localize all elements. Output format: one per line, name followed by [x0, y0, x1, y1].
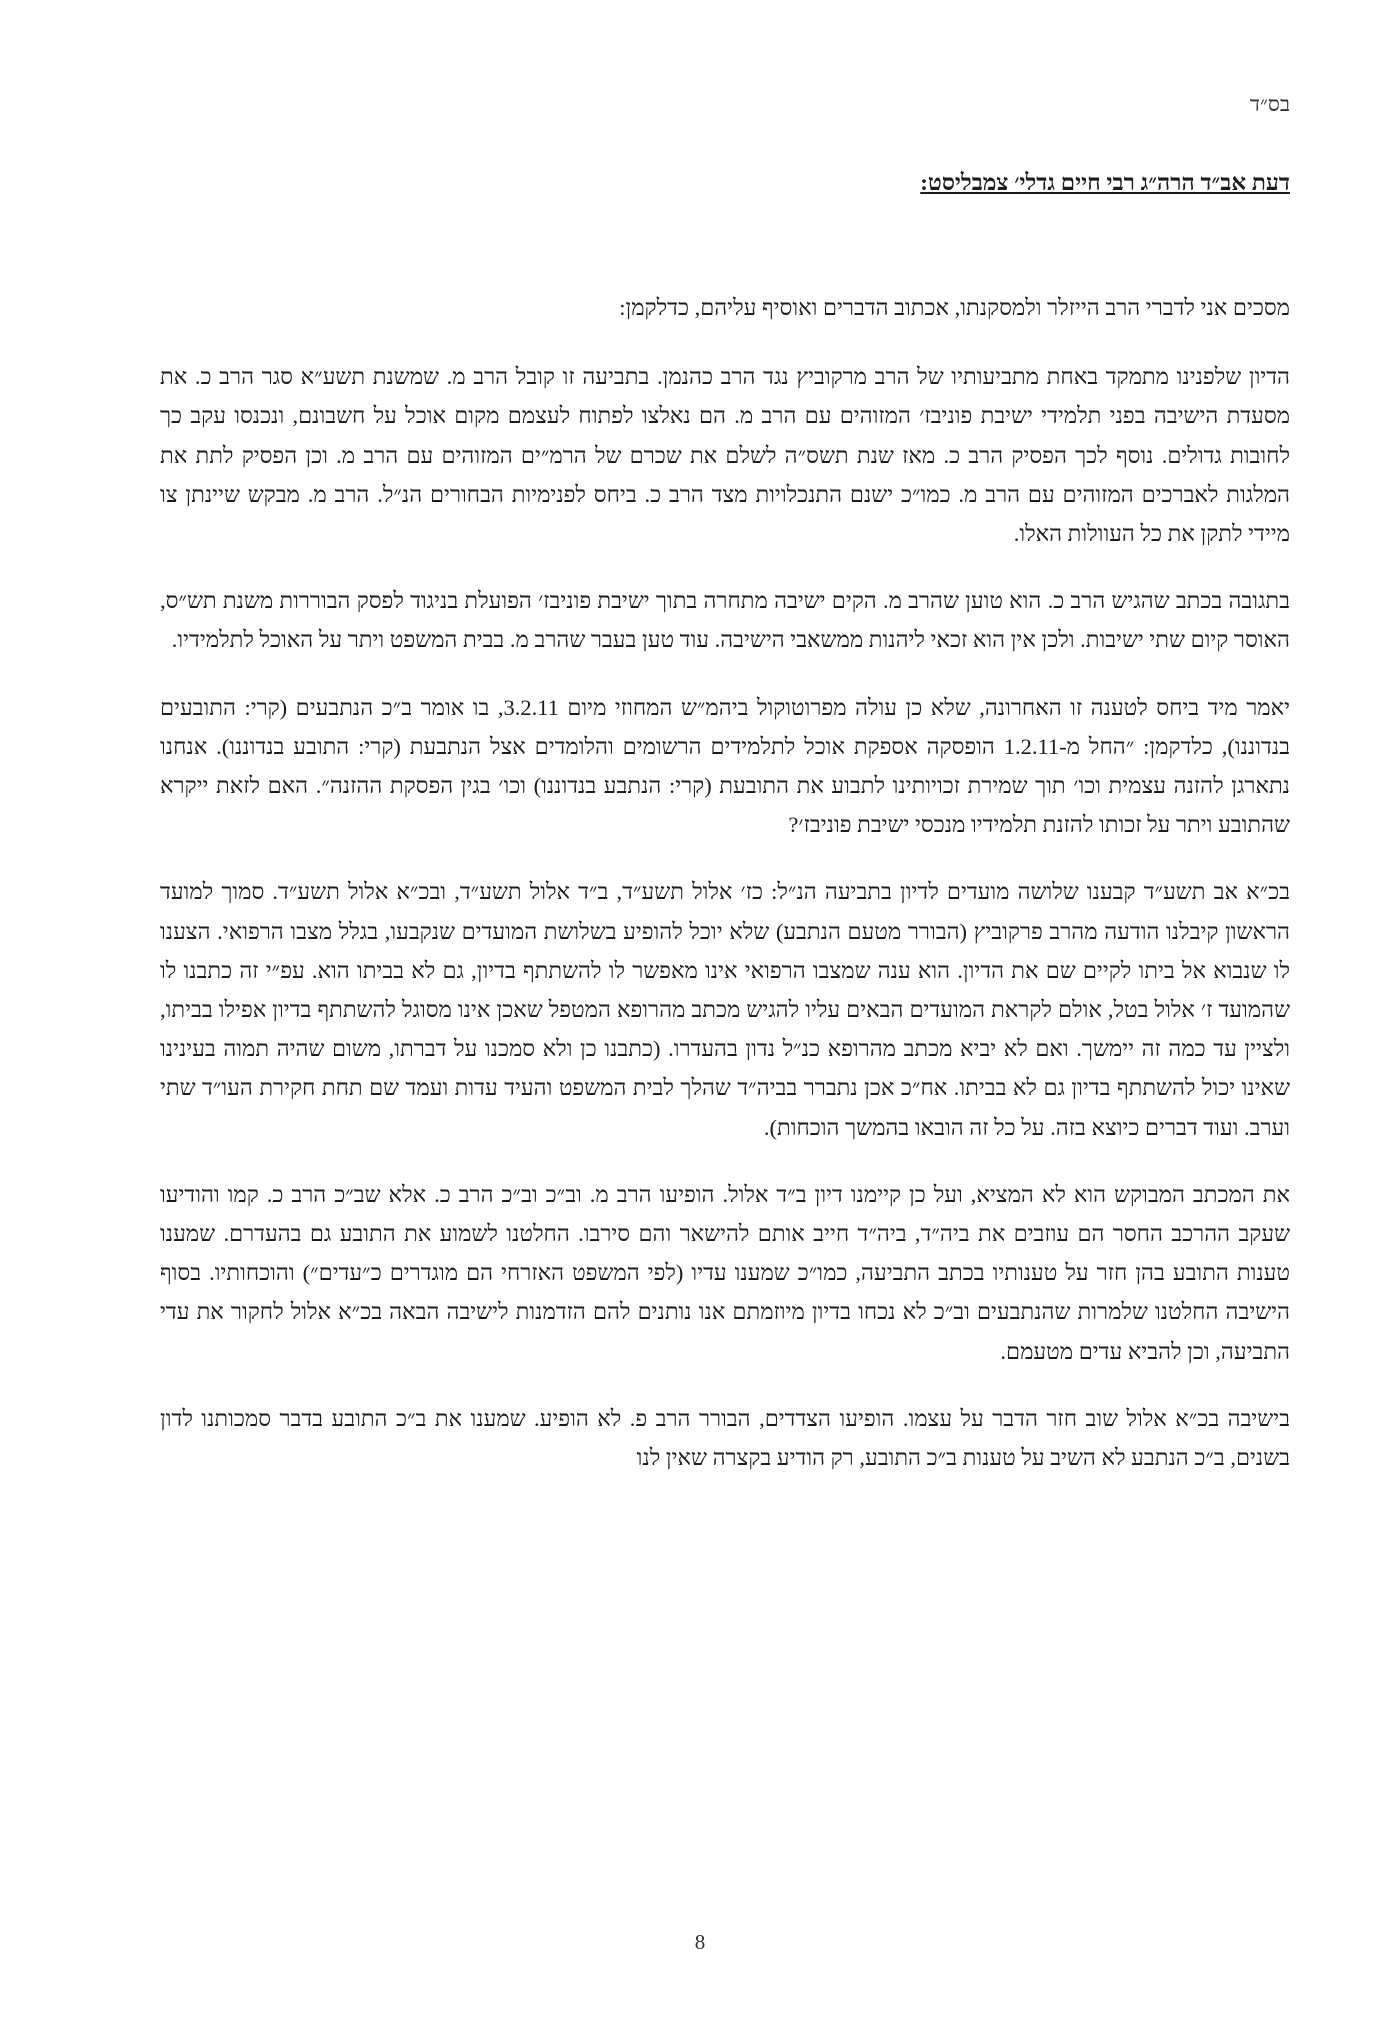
paragraph: הדיון שלפנינו מתמקד באחת מתביעותיו של הרב מרקוביץ נגד הרב כהנמן. בתביעה זו קובל הרב מ. שמשנת תשע״א סגר הרב כ. את מסעדת הישיבה בפני תלמידי ישיבת פוניבז׳ המזוהים עם הרב מ. הם נאלצו לפתוח לעצמם מקום אוכל על חשבונם, ונכנסו עקב כך לחובות גדולים. נוסף לכך הפסיק הרב כ. מאז שנת תשס״ה לשלם את שכרם של הרמ״ים המזוהים עם הרב מ. וכן הפסיק לתת את המלגות לאברכים המזוהים עם הרב מ. כמו״כ ישנם התנכלויות מצד הרב כ. ביחס לפנימיות הבחורים הנ״ל. הרב מ. מבקש שיינתן צו מיידי לתקן את כל העוולות האלו. [160, 364, 1290, 547]
paragraph: יאמר מיד ביחס לטענה זו האחרונה, שלא כן עולה מפרוטוקול ביהמ״ש המחוזי מיום 3.2.11, בו אומר ב״כ הנתבעים (קרי: התובעים בנדוננו), כלדקמן: ״החל מ-1.2.11 הופסקה אספקת אוכל לתלמידים הרשומים והלומדים אצל הנתבעת (קרי: התובע בנדוננו). אנחנו נתארגן להזנה עצמית וכו׳ תוך שמירת זכויותינו לתבוע את התובעת (קרי: הנתבע בנדוננו) וכו׳ בגין הפסקת ההזנה״. האם לזאת ייקרא שהתובע ויתר על זכותו להזנת תלמידיו מנכסי ישיבת פוניבז׳? [160, 694, 1291, 838]
paragraph: מסכים אני לדברי הרב הייזלר ולמסקנתו, אכתוב הדברים ואוסיף עליהם, כדלקמן: [619, 295, 1290, 320]
paragraph: בתגובה בכתב שהגיש הרב כ. הוא טוען שהרב מ. הקים ישיבה מתחרה בתוך ישיבת פוניבז׳ הפועלת בניגוד לפסק הבוררות משנת תש״ס, האוסר קיום שתי ישיבות. ולכן אין הוא זכאי ליהנות ממשאבי הישיבה. עוד טען בעבר שהרב מ. בבית המשפט ויתר על האוכל לתלמידיו. [160, 588, 1290, 653]
page-number: 8 [694, 1930, 706, 1954]
paragraph: בכ״א אב תשע״ד קבענו שלושה מועדים לדיון בתביעה הנ״ל: כז׳ אלול תשע״ד, ב״ד אלול תשע״ד, ובכ״א אלול תשע״ד. סמוך למועד הראשון קיבלנו הודעה מהרב פרקוביץ (הבורר מטעם הנתבע) שלא יוכל להופיע בשלושת המועדים שנקבעו, בגלל מצבו הרפואי. הצענו לו שנבוא אל ביתו לקיים שם את הדיון. הוא ענה שמצבו הרפואי אינו מאפשר לו להשתתף בדיון, גם לא בביתו הוא. עפ״י זה כתבנו לו שהמועד ז׳ אלול בטל, אולם לקראת המועדים הבאים עליו להגיש מכתב מהרופא המטפל שאכן אינו מסוגל להשתתף בדיון אפילו בביתו, ולציין עד כמה זה יימשך. ואם לא יביא מכתב מהרופא כנ״ל נדון בהעדרו. (כתבנו כן ולא סמכנו על דברתו, משום שהיה תמוה בעינינו שאינו יכול להשתתף בדיון גם לא בביתו. אח״כ אכן נתברר בביה״ד שהלך לבית המשפט והעיד עדות ועמד שם תחת חקירת העו״ד שתי וערב. ועוד דברים כיוצא בזה. על כל זה הובאו בהמשך הוכחות). [160, 879, 1290, 1140]
paragraph: בישיבה בכ״א אלול שוב חזר הדבר על עצמו. הופיעו הצדדים, הבורר הרב פ. לא הופיע. שמענו את ב״כ התובע בדבר סמכותנו לדון בשנים, ב״כ הנתבע לא השיב על טענות ב״כ התובע, רק הודיע בקצרה שאין לנו [160, 1405, 1290, 1471]
header-mark: בס״ד [1249, 92, 1290, 116]
paragraph: את המכתב המבוקש הוא לא המציא, ועל כן קיימנו דיון ב״ד אלול. הופיעו הרב מ. וב״כ וב״כ הרב כ. אלא שב״כ הרב כ. קמו והודיעו שעקב ההרכב החסר הם עוזבים את ביה״ד, ביה״ד חייב אותם להישאר והם סירבו. החלטנו לשמוע את התובע גם בהעדרם. שמענו טענות התובע בהן חזר על טענותיו בכתב התביעה, כמו״כ שמענו עדיו (לפי המשפט האזרחי הם מוגדרים כ״עדים״) והוכחותיו. בסוף הישיבה החלטנו שלמרות שהנתבעים וב״כ לא נכחו בדיון מיוזמתם אנו נותנים להם הזדמנות לישיבה הבאה בכ״א אלול לחקור את עדי התביעה, וכן להביא עדים מטעמם. [160, 1181, 1290, 1364]
document-body [160, 288, 1290, 1505]
document-title: דעת אב״ד הרה״ג רבי חיים גדלי׳ צמבליסט: [920, 170, 1290, 195]
